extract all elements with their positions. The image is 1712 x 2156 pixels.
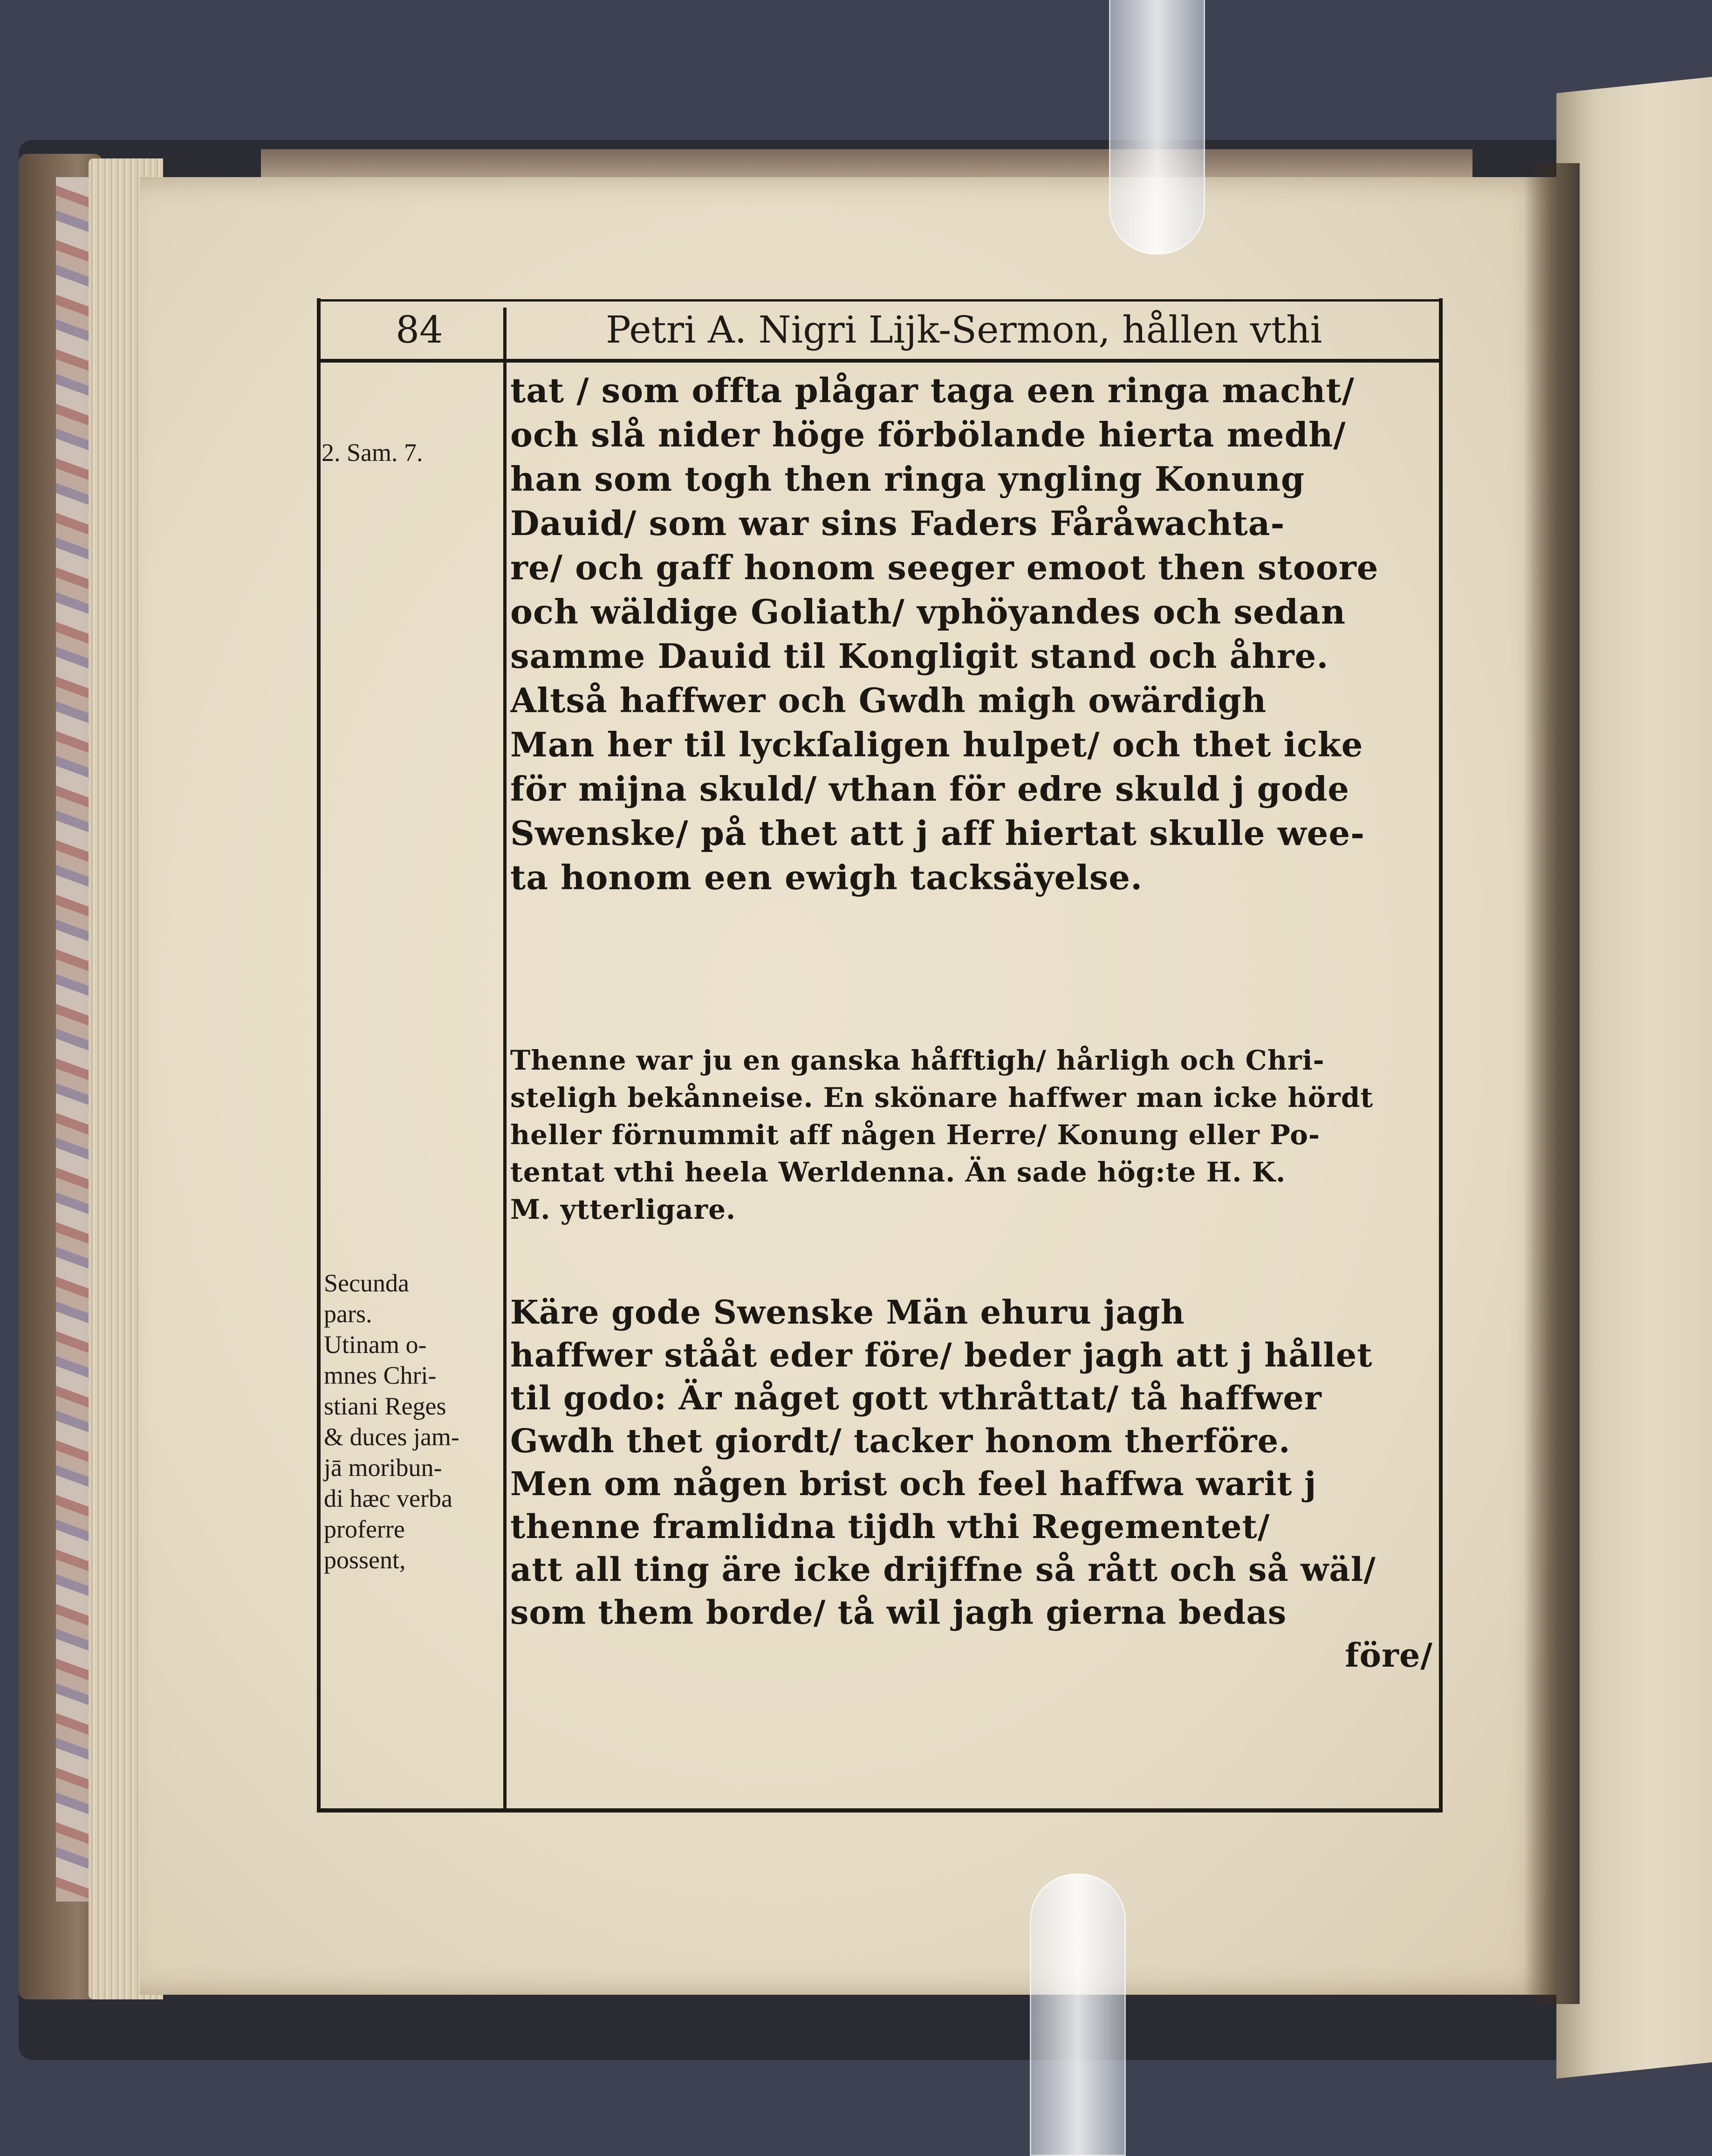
text-line: thenne framlidna tijdh vthi Regementet/ xyxy=(510,1507,1270,1546)
text-line: M. ytterligare. xyxy=(510,1194,736,1225)
right-page-partial xyxy=(1556,77,1712,2079)
text-line: Man her til lyckſaligen hulpet/ och thet icke xyxy=(510,725,1363,764)
margin-note-line: proferre xyxy=(324,1515,405,1543)
running-head: Petri A. Nigri Lijk-Sermon, hållen vthi xyxy=(606,308,1322,351)
body-paragraph-2 xyxy=(510,1042,1433,1228)
text-line: haffwer stååt eder före/ beder jagh att j hållet xyxy=(510,1336,1373,1374)
text-line: och slå nider höge förbölande hierta medh/ xyxy=(510,415,1346,454)
text-line: Swenske/ på thet att j aff hiertat skulle wee- xyxy=(510,813,1365,853)
body-paragraph-3 xyxy=(510,1291,1433,1677)
text-line: tat / som offta plågar taga een ringa macht/ xyxy=(510,371,1355,410)
text-line: tentat vthi heela Werldenna. Än sade hög:te H. K. xyxy=(510,1156,1286,1188)
text-line: re/ och gaff honom seeger emoot then stoore xyxy=(510,548,1379,587)
page-number: 84 xyxy=(396,308,443,351)
margin-note-line: jā moribun- xyxy=(324,1454,442,1482)
text-line: heller förnummit aff någen Herre/ Konung eller Po- xyxy=(510,1119,1320,1151)
text-line: han som togh then ringa yngling Konung xyxy=(510,459,1305,499)
text-line: som them borde/ tå wil jagh gierna bedas xyxy=(510,1593,1287,1632)
text-line: att all ting äre icke drijffne så rått och så wäl/ xyxy=(510,1550,1376,1589)
text-line: Men om någen brist och feel haffwa warit j xyxy=(510,1464,1317,1503)
margin-note-line: & duces jam- xyxy=(324,1423,459,1451)
page-clip-top xyxy=(1109,0,1205,254)
text-line: Thenne war ju en ganska håfftigh/ hårligh och Chri- xyxy=(510,1044,1325,1076)
margin-note-latin xyxy=(324,1268,501,1575)
text-line: för mijna skuld/ vthan för edre skuld j gode xyxy=(510,769,1350,809)
text-line: steligh bekånneise. En skönare haffwer man icke hördt xyxy=(510,1082,1374,1113)
margin-note-line: pars. xyxy=(324,1300,372,1328)
body-paragraph-1 xyxy=(510,368,1433,899)
margin-note-line: Utinam o- xyxy=(324,1331,427,1359)
margin-note-reference: 2. Sam. 7. xyxy=(322,439,423,467)
text-line: och wäldige Goliath/ vphöyandes och sedan xyxy=(510,592,1346,632)
page-clip-bottom xyxy=(1030,1874,1126,2156)
margin-note-line: stiani Reges xyxy=(324,1392,446,1420)
text-line: Altså haffwer och Gwdh migh owärdigh xyxy=(510,680,1267,720)
text-line: til godo: Är någet gott vthråttat/ tå haffwer xyxy=(510,1379,1322,1417)
text-line: Käre gode Swenske Män ehuru jagh xyxy=(510,1293,1185,1332)
header-top-rule xyxy=(317,299,1439,302)
margin-note-line: Secunda xyxy=(324,1269,409,1297)
text-line: Gwdh thet giordt/ tacker honom therföre. xyxy=(510,1421,1291,1460)
margin-column-rule xyxy=(503,308,507,1808)
text-line: Dauid/ som war sins Faders Fåråwachta- xyxy=(510,503,1285,543)
margin-note-line: di hæc verba xyxy=(324,1484,452,1512)
margin-note-line: possent, xyxy=(324,1546,406,1574)
text-line: ta honom een ewigh tacksäyelse. xyxy=(510,858,1143,897)
gutter-shadow xyxy=(1524,163,1580,2004)
text-line: samme Dauid til Kongligit stand och åhre. xyxy=(510,636,1329,676)
catchword: före/ xyxy=(1345,1636,1433,1675)
header-rule xyxy=(317,359,1439,363)
margin-note-line: mnes Chri- xyxy=(324,1361,437,1389)
